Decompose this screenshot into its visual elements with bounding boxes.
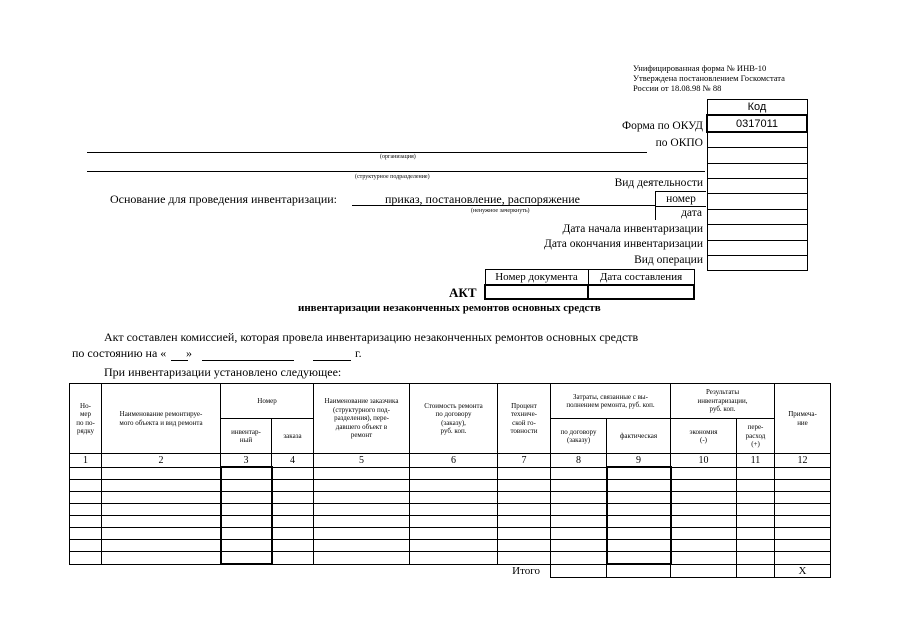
header-readiness: Процент техниче- ской го- товности	[498, 384, 551, 454]
inv-start-value[interactable]	[707, 225, 807, 240]
state-prefix: по состоянию на «	[72, 346, 167, 360]
inv-end-value[interactable]	[707, 240, 807, 255]
cell[interactable]	[272, 467, 314, 480]
cell[interactable]	[775, 516, 831, 528]
codes-table	[706, 99, 808, 271]
cell[interactable]	[70, 492, 102, 504]
cell[interactable]	[551, 528, 607, 540]
date-label	[655, 206, 706, 220]
cell[interactable]	[221, 552, 272, 565]
header-notes: Примеча- ние	[775, 384, 831, 454]
cell[interactable]	[221, 516, 272, 528]
cell[interactable]	[607, 552, 671, 565]
cell[interactable]	[102, 467, 221, 480]
cell[interactable]	[272, 492, 314, 504]
cell[interactable]	[737, 552, 775, 565]
cell[interactable]	[607, 540, 671, 552]
table-row	[70, 552, 831, 565]
cell[interactable]	[410, 516, 498, 528]
title-akt: АКТ	[449, 285, 477, 300]
organization-line[interactable]	[87, 152, 647, 153]
cell[interactable]	[607, 480, 671, 492]
cell[interactable]	[775, 528, 831, 540]
doc-table	[484, 269, 695, 300]
cell[interactable]	[498, 480, 551, 492]
header-costs: Затраты, связанные с вы- полнением ремонта, руб. коп.	[551, 384, 671, 419]
inv-start-label: Дата начала инвентаризации	[562, 223, 703, 235]
basis-caption: (ненужное зачеркнуть)	[471, 208, 530, 214]
okpo-label: по ОКПО	[655, 137, 703, 149]
state-suffix: г.	[355, 346, 362, 360]
cell[interactable]	[314, 516, 410, 528]
cell[interactable]	[775, 467, 831, 480]
total-notes-x: Х	[775, 564, 831, 578]
col-num-4: 4	[272, 454, 314, 468]
cell[interactable]	[314, 528, 410, 540]
organization-caption: (организация)	[380, 154, 416, 160]
doc-date-value[interactable]	[588, 285, 694, 299]
cell[interactable]	[498, 467, 551, 480]
cell[interactable]	[607, 467, 671, 480]
cell[interactable]	[551, 467, 607, 480]
cell[interactable]	[410, 528, 498, 540]
cell[interactable]	[607, 528, 671, 540]
cell[interactable]	[498, 492, 551, 504]
header-row-number: Но- мер по по- рядку	[70, 384, 102, 454]
cell[interactable]	[70, 467, 102, 480]
cell[interactable]	[102, 528, 221, 540]
state-year-line[interactable]	[313, 360, 351, 361]
cell[interactable]	[737, 492, 775, 504]
col-num-7: 7	[498, 454, 551, 468]
col-num-10: 10	[671, 454, 737, 468]
para-findings: При инвентаризации установлено следующее:	[104, 365, 342, 379]
form-code-line2: Утверждена постановлением Госкомстата	[633, 73, 785, 83]
org-code[interactable]	[707, 148, 807, 163]
cell[interactable]	[737, 540, 775, 552]
table-row	[70, 528, 831, 540]
cell[interactable]	[314, 480, 410, 492]
cell[interactable]	[737, 516, 775, 528]
cell[interactable]	[272, 516, 314, 528]
cell[interactable]	[607, 516, 671, 528]
cell[interactable]	[671, 528, 737, 540]
basis-label: Основание для проведения инвентаризации:	[110, 192, 338, 206]
cell[interactable]	[671, 492, 737, 504]
inv-end-label: Дата окончания инвентаризации	[543, 238, 703, 250]
cell[interactable]	[410, 480, 498, 492]
basis-value: приказ, постановление, распоряжение	[385, 192, 580, 206]
number-value[interactable]	[707, 194, 807, 209]
cell[interactable]	[314, 540, 410, 552]
header-overrun: пере- расход (+)	[737, 419, 775, 454]
cell[interactable]	[221, 467, 272, 480]
header-actual: фактическая	[607, 419, 671, 454]
cell[interactable]	[737, 504, 775, 516]
operation-value[interactable]	[707, 255, 807, 270]
cell[interactable]	[314, 492, 410, 504]
header-results: Результаты инвентаризации, руб. коп.	[671, 384, 775, 419]
total-overrun[interactable]	[737, 564, 775, 578]
okpo-value[interactable]	[707, 132, 807, 148]
cell[interactable]	[272, 480, 314, 492]
activity-value[interactable]	[707, 178, 807, 193]
cell[interactable]	[737, 467, 775, 480]
total-label: Итого	[512, 565, 540, 577]
cell[interactable]	[272, 540, 314, 552]
cell[interactable]	[70, 528, 102, 540]
cell[interactable]	[498, 516, 551, 528]
col-num-12: 12	[775, 454, 831, 468]
cell[interactable]	[551, 480, 607, 492]
cell[interactable]	[671, 516, 737, 528]
okud-label: Форма по ОКУД	[622, 120, 703, 132]
cell[interactable]	[671, 540, 737, 552]
cell[interactable]	[607, 504, 671, 516]
cell[interactable]	[498, 540, 551, 552]
para-commission: Акт составлен комиссией, которая провела инвентаризацию незаконченных ремонтов основных средств	[104, 330, 639, 344]
form-code-line3: России от 18.08.98 № 88	[633, 83, 722, 93]
cell[interactable]	[272, 552, 314, 565]
cell[interactable]	[551, 504, 607, 516]
col-num-5: 5	[314, 454, 410, 468]
cell[interactable]	[775, 552, 831, 565]
subdivision-code[interactable]	[707, 163, 807, 178]
header-by-contract: по договору (заказу)	[551, 419, 607, 454]
subdivision-line[interactable]	[87, 171, 705, 172]
inventory-table	[69, 383, 831, 578]
date-label-text: дата	[681, 207, 702, 219]
col-num-8: 8	[551, 454, 607, 468]
total-row	[70, 564, 831, 578]
cell[interactable]	[314, 552, 410, 565]
table-row	[70, 540, 831, 552]
doc-number-header: Номер документа	[485, 270, 588, 286]
activity-label: Вид деятельности	[614, 177, 703, 189]
header-inventory-number: инвентар- ный	[221, 419, 272, 454]
cell[interactable]	[221, 528, 272, 540]
header-object-name: Наименование ремонтируе- мого объекта и вид ремонта	[102, 384, 221, 454]
header-number: Номер	[221, 384, 314, 419]
cell[interactable]	[775, 504, 831, 516]
cell[interactable]	[498, 528, 551, 540]
col-num-6: 6	[410, 454, 498, 468]
cell[interactable]	[272, 528, 314, 540]
cell[interactable]	[671, 552, 737, 565]
cell[interactable]	[102, 516, 221, 528]
cell[interactable]	[272, 504, 314, 516]
cell[interactable]	[221, 492, 272, 504]
cell[interactable]	[410, 492, 498, 504]
cell[interactable]	[551, 492, 607, 504]
header-order-number: заказа	[272, 419, 314, 454]
state-mid: »	[186, 346, 192, 360]
cell[interactable]	[410, 540, 498, 552]
table-row	[70, 480, 831, 492]
operation-label: Вид операции	[634, 254, 703, 266]
cell[interactable]	[70, 540, 102, 552]
date-value[interactable]	[707, 209, 807, 224]
cell[interactable]	[671, 504, 737, 516]
total-savings[interactable]	[671, 564, 737, 578]
cell[interactable]	[102, 480, 221, 492]
header-savings: экономия (-)	[671, 419, 737, 454]
cell[interactable]	[102, 504, 221, 516]
cell[interactable]	[314, 467, 410, 480]
col-num-2: 2	[102, 454, 221, 468]
cell[interactable]	[671, 480, 737, 492]
cell[interactable]	[498, 504, 551, 516]
cell[interactable]	[737, 480, 775, 492]
header-contract-cost: Стоимость ремонта по договору (заказу), руб. коп.	[410, 384, 498, 454]
cell[interactable]	[410, 504, 498, 516]
cell[interactable]	[607, 492, 671, 504]
okud-value[interactable]: 0317011	[707, 115, 807, 131]
doc-date-header: Дата составления	[588, 270, 694, 286]
total-by-contract[interactable]	[551, 564, 607, 578]
cell[interactable]	[70, 552, 102, 565]
col-num-1: 1	[70, 454, 102, 468]
header-customer: Наименование заказчика (структурного под- разделения), пере- давшего объект в ремонт	[314, 384, 410, 454]
title-subtitle: инвентаризации незаконченных ремонтов основных средств	[298, 302, 601, 314]
cell[interactable]	[410, 467, 498, 480]
cell[interactable]	[775, 480, 831, 492]
number-label: номер	[655, 191, 706, 207]
cell[interactable]	[410, 552, 498, 565]
table-row	[70, 516, 831, 528]
cell[interactable]	[551, 516, 607, 528]
basis-line[interactable]	[352, 205, 655, 206]
subdivision-caption: (структурное подразделение)	[355, 174, 430, 180]
table-row	[70, 467, 831, 480]
col-num-3: 3	[221, 454, 272, 468]
cell[interactable]	[775, 540, 831, 552]
cell[interactable]	[221, 504, 272, 516]
table-row	[70, 504, 831, 516]
cell[interactable]	[70, 480, 102, 492]
cell[interactable]	[551, 552, 607, 565]
cell[interactable]	[102, 492, 221, 504]
codes-header: Код	[707, 100, 807, 116]
cell[interactable]	[221, 540, 272, 552]
cell[interactable]	[314, 504, 410, 516]
col-num-9: 9	[607, 454, 671, 468]
cell[interactable]	[102, 552, 221, 565]
cell[interactable]	[775, 492, 831, 504]
cell[interactable]	[551, 540, 607, 552]
col-num-11: 11	[737, 454, 775, 468]
doc-number-value[interactable]	[485, 285, 588, 299]
cell[interactable]	[737, 528, 775, 540]
total-actual[interactable]	[607, 564, 671, 578]
state-month-line[interactable]	[202, 360, 294, 361]
cell[interactable]	[102, 540, 221, 552]
form-code-line1: Унифицированная форма № ИНВ-10	[633, 63, 767, 73]
cell[interactable]	[221, 480, 272, 492]
cell[interactable]	[70, 516, 102, 528]
cell[interactable]	[70, 504, 102, 516]
table-row	[70, 492, 831, 504]
cell[interactable]	[671, 467, 737, 480]
cell[interactable]	[498, 552, 551, 565]
